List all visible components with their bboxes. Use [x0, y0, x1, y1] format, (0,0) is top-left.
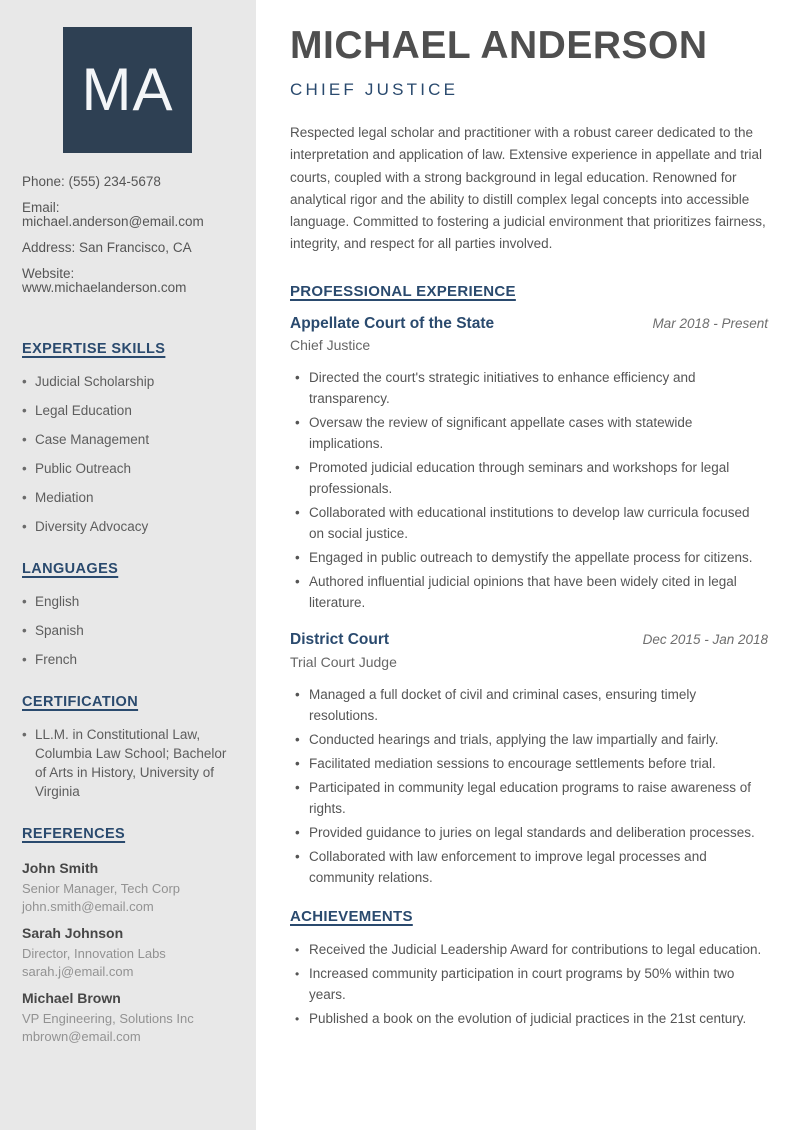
job-title: CHIEF JUSTICE	[290, 80, 459, 99]
contact-info	[22, 175, 240, 295]
contact-website: Website: www.michaelanderson.com	[22, 266, 187, 295]
job-dates: Dec 2015 - Jan 2018	[642, 632, 768, 648]
reference-role: Senior Manager, Tech Corp	[22, 881, 181, 896]
reference-name: Michael Brown	[22, 990, 121, 1006]
job-bullet: • Authored influential judicial opinions that have been widely cited in legal literature.	[290, 571, 768, 613]
contact-email: Email: michael.anderson@email.com	[22, 200, 204, 229]
job-entry	[290, 631, 768, 887]
summary-paragraph: Respected legal scholar and practitioner with a robust career dedicated to the interpretation and application of law. Extensive experience in appellate and trial courts, coupled with a strong background in legal education. Renowned for analytical rigor and the ability to distill complex legal concepts into accessible language. Committed to fostering a judicial environment that prioritizes fairness, integrity, and respect for all parties involved.	[290, 125, 766, 252]
reference-role: Director, Innovation Labs	[22, 946, 166, 961]
reference-entry	[22, 990, 240, 1045]
job-bullet: • Conducted hearings and trials, applying the law impartially and fairly.	[290, 729, 768, 750]
job-bullet-list	[290, 367, 768, 613]
job-bullet: • Participated in community legal education programs to raise awareness of rights.	[290, 777, 768, 819]
skill-item: • Judicial Scholarship	[22, 372, 240, 391]
certification-list	[22, 725, 240, 801]
references-heading: REFERENCES	[22, 826, 126, 842]
expertise-section	[22, 341, 240, 536]
page-title: MICHAEL ANDERSON	[290, 24, 708, 67]
job-bullet: • Directed the court's strategic initiatives to enhance efficiency and transparency.	[290, 367, 768, 409]
languages-section	[22, 561, 240, 669]
certification-heading: CERTIFICATION	[22, 694, 139, 710]
experience-section	[290, 283, 768, 888]
avatar-initials: MA	[81, 56, 174, 123]
reference-email: john.smith@email.com	[22, 898, 154, 914]
certification-item: • LL.M. in Constitutional Law, Columbia Law School; Bachelor of Arts in History, University of Virginia	[22, 725, 240, 801]
job-bullet: • Oversaw the review of significant appellate cases with statewide implications.	[290, 412, 768, 454]
skill-item: • Diversity Advocacy	[22, 517, 240, 536]
company-name: Appellate Court of the State	[290, 314, 495, 332]
references-section	[22, 826, 240, 1045]
reference-email: sarah.j@email.com	[22, 963, 134, 979]
languages-heading: LANGUAGES	[22, 561, 119, 577]
contact-address: Address: San Francisco, CA	[22, 240, 192, 255]
skill-item: • Case Management	[22, 430, 240, 449]
job-header	[290, 315, 768, 334]
achievement-bullet: • Increased community participation in court programs by 50% within two years.	[290, 963, 768, 1005]
job-role: Trial Court Judge	[290, 653, 397, 670]
main-content	[256, 0, 800, 1130]
expertise-list	[22, 372, 240, 536]
job-bullet: • Promoted judicial education through seminars and workshops for legal professionals.	[290, 457, 768, 499]
skill-item: • Mediation	[22, 488, 240, 507]
job-header	[290, 631, 768, 650]
achievement-bullet: • Received the Judicial Leadership Award for contributions to legal education.	[290, 939, 768, 960]
experience-heading: PROFESSIONAL EXPERIENCE	[290, 282, 516, 300]
skill-item: • Legal Education	[22, 401, 240, 420]
reference-entry	[22, 860, 240, 915]
language-item: • French	[22, 650, 240, 669]
expertise-heading: EXPERTISE SKILLS	[22, 341, 166, 357]
job-bullet-list	[290, 684, 768, 888]
job-bullet: • Facilitated mediation sessions to encourage settlements before trial.	[290, 753, 768, 774]
job-bullet: • Engaged in public outreach to demystify the appellate process for citizens.	[290, 547, 768, 568]
achievement-bullet: • Published a book on the evolution of judicial practices in the 21st century.	[290, 1008, 768, 1029]
skill-item: • Public Outreach	[22, 459, 240, 478]
reference-name: Sarah Johnson	[22, 925, 124, 941]
job-bullet: • Provided guidance to juries on legal standards and deliberation processes.	[290, 822, 768, 843]
reference-email: mbrown@email.com	[22, 1028, 141, 1044]
job-bullet: • Collaborated with educational institutions to develop law curricula focused on social justice.	[290, 502, 768, 544]
job-bullet: • Managed a full docket of civil and criminal cases, ensuring timely resolutions.	[290, 684, 768, 726]
reference-entry	[22, 925, 240, 980]
job-dates: Mar 2018 - Present	[652, 315, 768, 331]
sidebar	[0, 0, 256, 1130]
avatar	[63, 27, 192, 153]
achievements-list	[290, 939, 768, 1029]
languages-list	[22, 592, 240, 669]
achievements-heading: ACHIEVEMENTS	[290, 907, 413, 925]
language-item: • English	[22, 592, 240, 611]
job-role: Chief Justice	[290, 337, 371, 354]
company-name: District Court	[290, 631, 390, 649]
job-entry	[290, 315, 768, 613]
certification-section	[22, 694, 240, 801]
reference-role: VP Engineering, Solutions Inc	[22, 1011, 194, 1026]
reference-name: John Smith	[22, 860, 99, 876]
language-item: • Spanish	[22, 621, 240, 640]
contact-phone: Phone: (555) 234-5678	[22, 174, 161, 189]
job-bullet: • Collaborated with law enforcement to improve legal processes and community relations.	[290, 846, 768, 888]
achievements-section	[290, 908, 768, 1029]
